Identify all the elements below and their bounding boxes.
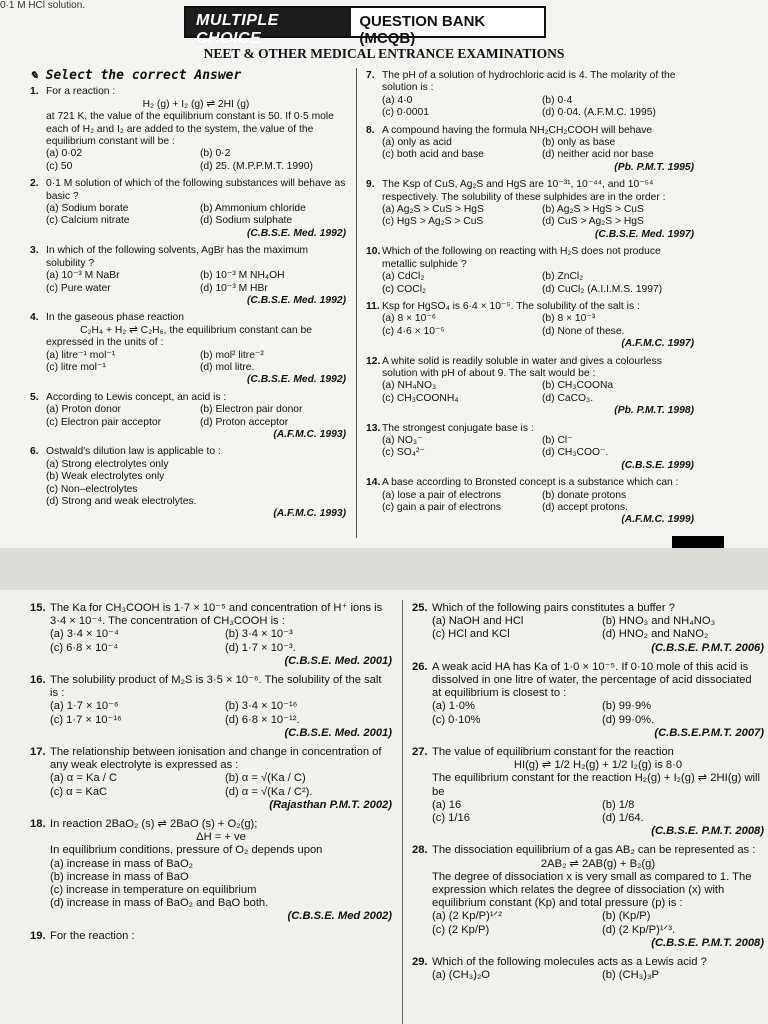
question-text: The strongest conjugate base is :	[382, 422, 534, 434]
question-12	[366, 356, 694, 418]
exam-source: (C.B.S.E. 1999)	[621, 459, 694, 471]
question-text: In reaction 2BaO₂ (s) ⇌ 2BaO (s) + O₂(g);	[50, 818, 258, 831]
question-number: 4.	[30, 312, 39, 324]
question-text: A compound having the formula NH₂CH₂COOH will behave	[382, 124, 653, 136]
question-10	[366, 246, 694, 296]
option: (b) 0·2	[200, 148, 231, 160]
option: (d) CuS > Ag₂S > HgS	[542, 216, 644, 228]
exam-source: (C.B.S.E. P.M.T. 2006)	[651, 641, 764, 654]
exam-source: (C.B.S.E. P.M.T. 2008)	[651, 936, 764, 949]
p2-right-column	[412, 602, 764, 988]
exam-source: (Pb. P.M.T. 1995)	[614, 161, 694, 173]
equation: C₂H₄ + H₂ ⇌ C₂H₆, the equilibrium constant can be	[80, 324, 312, 336]
question-2	[30, 178, 346, 240]
option: (b) (CH₃)₃P	[602, 969, 659, 982]
exam-source: (C.B.S.E. Med. 1992)	[247, 227, 346, 239]
question-text: Ksp for HgSO₄ is 6·4 × 10⁻⁵. The solubility of the salt is :	[382, 300, 640, 312]
option: (d) Proton acceptor	[200, 416, 289, 428]
option: (a) Sodium borate	[46, 203, 129, 215]
options	[382, 204, 694, 229]
option: (a) (CH₃)₂O	[432, 969, 490, 982]
question-text: For the reaction :	[50, 929, 135, 942]
exam-source: (A.F.M.C. 1999)	[621, 514, 694, 526]
option: (d) 1·7 × 10⁻³.	[225, 641, 296, 654]
option: (c) (2 Kp/P)	[432, 923, 490, 936]
option: (d) Strong and weak electrolytes.	[46, 496, 197, 507]
option: (c) α = KaC	[50, 785, 108, 798]
option: (d) neither acid nor base	[542, 149, 654, 161]
option: (b) Weak electrolytes only	[46, 471, 165, 483]
exam-source: (C.B.S.E. P.M.T. 2008)	[651, 825, 764, 838]
question-number: 15.	[30, 602, 46, 614]
options	[50, 772, 392, 798]
option: (a) 3·4 × 10⁻⁴	[50, 628, 119, 641]
question-29	[412, 956, 764, 982]
option: (a) 16	[432, 798, 462, 811]
option: (a) NO₃⁻	[382, 434, 423, 446]
option: (b) Electron pair donor	[200, 404, 303, 416]
column-divider-2	[402, 600, 403, 1024]
option: (d) Sodium sulphate	[200, 215, 293, 227]
option: (b) HNO₃ and NH₄NO₃	[602, 615, 716, 628]
exam-source: (A.F.M.C. 1997)	[621, 338, 694, 350]
question-5	[30, 392, 346, 442]
option: (c) litre mol⁻¹	[46, 361, 106, 373]
option: (c) 4·6 × 10⁻⁵	[382, 325, 445, 337]
option: (a) 0·02	[46, 148, 83, 160]
options	[382, 490, 694, 515]
options	[50, 700, 392, 726]
option: (c) gain a pair of electrons	[382, 502, 502, 513]
question-number: 9.	[366, 179, 375, 191]
option: (d) α = √(Ka / C²).	[225, 785, 313, 798]
exam-source: (C.B.S.E. Med. 2001)	[284, 726, 392, 739]
question-number: 8.	[366, 124, 375, 136]
option: (a) Proton donor	[46, 404, 121, 416]
page-gap	[0, 548, 768, 590]
option: (d) 10⁻³ M HBr	[200, 282, 268, 294]
equation: 2AB₂ ⇌ 2AB(g) + B₂(g)	[540, 857, 656, 870]
equation: HI(g) ⇌ 1/2 H₂(g) + 1/2 I₂(g) is 8·0	[513, 759, 683, 772]
option: (c) both acid and base	[382, 149, 484, 161]
option: (b) CH₃COONa	[542, 380, 614, 392]
option: (b) (Kp/P)	[602, 910, 651, 923]
question-number: 29.	[412, 956, 428, 969]
exam-source: (C.B.S.E. Med. 1992)	[247, 374, 346, 386]
banner-left: MULTIPLE CHOICE	[186, 8, 351, 36]
question-text: Which of the following on reacting with H₂S does not produce metallic sulphide ?	[382, 246, 661, 270]
question-25	[412, 602, 764, 655]
banner	[184, 6, 546, 47]
question-9	[366, 179, 694, 241]
question-text: The Ksp of CuS, Ag₂S and HgS are 10⁻³¹, 10⁻⁴⁴, and 10⁻⁵⁴ respectively. The solubility of these sulphides are in the order :	[382, 179, 666, 203]
exam-source: (A.F.M.C. 1993)	[273, 508, 346, 520]
question-number: 3.	[30, 245, 39, 257]
option: (a) 1·0%	[432, 700, 475, 713]
question-number: 1.	[30, 86, 39, 98]
question-number: 26.	[412, 660, 428, 673]
option: (d) HNO₂ and NaNO₂	[602, 628, 709, 641]
section-header: ✎ Select the correct Answer	[30, 68, 242, 83]
option: (b) Cl⁻	[542, 434, 573, 446]
exam-source: (Pb. P.M.T. 1998)	[614, 405, 694, 417]
exam-source: (C.B.S.E. Med. 2001)	[284, 654, 392, 667]
option: (c) Pure water	[46, 282, 111, 294]
options	[50, 628, 392, 654]
right-column	[366, 70, 694, 532]
question-text: A weak acid HA has Ka of 1·0 × 10⁻⁵. If 0·10 mole of this acid is dissolved in one litre of water, the percentage of acid dissociated at equilibrium is closest to :	[432, 660, 752, 700]
banner-right: QUESTION BANK (MCQB)	[351, 8, 544, 36]
option: (a) litre⁻¹ mol⁻¹	[46, 349, 116, 361]
option: (a) 8 × 10⁻⁶	[382, 313, 437, 325]
option: (a) 10⁻³ M NaBr	[46, 270, 120, 282]
question-17	[30, 746, 392, 812]
question-text-continued: In equilibrium conditions, pressure of O₂ depends upon	[50, 844, 323, 857]
option: (c) increase in temperature on equilibrium	[50, 884, 257, 897]
options	[46, 350, 346, 375]
question-16	[30, 674, 392, 740]
question-text: The solubility product of M₂S is 3·5 × 10⁻⁶. The solubility of the salt is :	[50, 674, 382, 700]
option: (a) Strong electrolytes only	[46, 458, 169, 470]
option: (c) 50	[46, 160, 73, 172]
option: (a) lose a pair of electrons	[382, 489, 502, 501]
question-text: In the gaseous phase reaction	[46, 312, 184, 324]
redaction-bar	[672, 536, 724, 548]
option: (d) 25. (M.P.P.M.T. 1990)	[200, 160, 313, 172]
question-text: A white solid is readily soluble in water and gives a colourless solution with pH of about 9. The salt would be :	[382, 355, 662, 379]
question-number: 10.	[366, 246, 381, 258]
question-26	[412, 661, 764, 740]
options	[432, 700, 764, 726]
question-number: 7.	[366, 70, 375, 81]
question-text: The value of equilibrium constant for the reaction	[432, 746, 674, 759]
option: (b) mol² litre⁻²	[200, 349, 264, 361]
question-number: 11.	[366, 300, 380, 312]
option: (d) increase in mass of BaO₂ and BaO both.	[50, 897, 269, 910]
options	[382, 435, 694, 460]
question-number: 5.	[30, 391, 39, 403]
option: (a) CdCl₂	[382, 271, 425, 283]
option: (b) Ag₂S > HgS > CuS	[542, 204, 644, 216]
option: (b) 1/8	[602, 798, 635, 811]
option: (b) 3·4 × 10⁻¹⁶	[225, 700, 298, 713]
option: (d) mol litre.	[200, 361, 255, 373]
option: (d) 6·8 × 10⁻¹².	[225, 713, 300, 726]
question-8	[366, 125, 694, 175]
options	[382, 95, 694, 120]
option: (a) Ag₂S > CuS > HgS	[382, 204, 484, 216]
question-6	[30, 446, 346, 520]
option: (b) 8 × 10⁻³	[542, 313, 596, 325]
option: (a) α = Ka / C	[50, 772, 118, 785]
option: (a) only as acid	[382, 137, 452, 149]
option: (d) (2 Kp/P)¹ᐟ³.	[602, 923, 676, 936]
question-text: Which of the following molecules acts as a Lewis acid ?	[432, 956, 707, 969]
options	[432, 615, 764, 641]
top-fragment: 0·1 M HCl solution.	[0, 0, 86, 11]
question-13	[366, 423, 694, 473]
equation: ΔH = + ve	[196, 831, 246, 844]
question-3	[30, 245, 346, 307]
options	[432, 799, 764, 825]
question-text: Ostwald's dilution law is applicable to :	[46, 446, 221, 458]
question-number: 18.	[30, 818, 46, 831]
exam-source: (C.B.S.E. Med. 1997)	[595, 228, 694, 240]
exam-source: (Rajasthan P.M.T. 2002)	[269, 798, 392, 811]
option: (c) HgS > Ag₂S > CuS	[382, 216, 484, 228]
question-number: 16.	[30, 674, 46, 687]
option: (c) 0·0001	[382, 107, 429, 119]
question-11	[366, 301, 694, 351]
question-number: 6.	[30, 446, 39, 458]
option: (c) 0·10%	[432, 713, 481, 726]
option: (a) (2 Kp/P)¹ᐟ²	[432, 910, 503, 923]
option: (b) only as base	[542, 137, 616, 149]
question-text: 0·1 M solution of which of the following substances will behave as basic ?	[46, 178, 346, 202]
question-text: The dissociation equilibrium of a gas AB₂ can be represented as :	[432, 844, 756, 857]
question-27	[412, 746, 764, 838]
options	[432, 969, 764, 982]
question-15	[30, 602, 392, 668]
options	[46, 148, 346, 173]
option: (c) Calcium nitrate	[46, 215, 130, 227]
option: (c) 1·7 × 10⁻¹⁶	[50, 713, 122, 726]
option: (a) NaOH and HCl	[432, 615, 524, 628]
options	[432, 910, 764, 936]
option: (c) HCl and KCl	[432, 628, 510, 641]
option: (b) 10⁻³ M NH₄OH	[200, 270, 285, 282]
question-18	[30, 818, 392, 924]
option: (b) 99·9%	[602, 700, 652, 713]
question-text-continued: expressed in the units of :	[46, 337, 164, 349]
option: (b) ZnCl₂	[542, 271, 584, 283]
question-number: 14.	[366, 477, 381, 489]
option: (c) Non–electrolytes	[46, 483, 138, 495]
option: (a) increase in mass of BaO₂	[50, 857, 193, 870]
option: (b) increase in mass of BaO	[50, 870, 189, 883]
option: (d) None of these.	[542, 325, 625, 337]
question-number: 2.	[30, 178, 39, 190]
question-text: The Ka for CH₃COOH is 1·7 × 10⁻⁵ and concentration of H⁺ ions is 3·4 × 10⁻⁴. The concentration of CH₃COOH is :	[50, 602, 383, 628]
question-1	[30, 86, 346, 173]
equation: H₂ (g) + I₂ (g) ⇌ 2HI (g)	[142, 98, 250, 110]
option: (c) 6·8 × 10⁻⁴	[50, 641, 119, 654]
option: (a) 4·0	[382, 94, 413, 106]
question-text-continued: The equilibrium constant for the reaction H₂(g) + I₂(g) ⇌ 2HI(g) will be	[432, 772, 761, 798]
options	[46, 404, 346, 429]
question-text-continued: at 721 K, the value of the equilibrium constant is 50. If 0·5 mole each of H₂ and I₂ are added to the system, the value of the equilibrium constant will be :	[46, 111, 334, 148]
options	[382, 271, 694, 296]
question-19	[30, 930, 392, 943]
options	[382, 137, 694, 162]
question-7	[366, 70, 694, 120]
options	[46, 270, 346, 295]
question-28	[412, 844, 764, 950]
option: (b) Ammonium chloride	[200, 203, 306, 215]
question-number: 28.	[412, 844, 428, 857]
exam-source: (C.B.S.E. Med. 1992)	[247, 294, 346, 306]
option: (d) 0·04. (A.F.M.C. 1995)	[542, 107, 656, 119]
question-number: 19.	[30, 929, 46, 942]
option: (b) α = √(Ka / C)	[225, 772, 306, 785]
subtitle: NEET & OTHER MEDICAL ENTRANCE EXAMINATIONS	[203, 46, 565, 61]
option: (c) SO₄²⁻	[382, 447, 425, 459]
question-text: In which of the following solvents, AgBr has the maximum solubility ?	[46, 245, 309, 269]
option: (c) CH₃COONH₄	[382, 392, 459, 404]
options	[382, 313, 694, 338]
question-text: For a reaction :	[46, 86, 116, 98]
option: (a) 1·7 × 10⁻⁶	[50, 700, 119, 713]
question-number: 25.	[412, 602, 428, 614]
option: (c) COCl₂	[382, 283, 427, 295]
question-text: The relationship between ionisation and change in concentration of any weak electrolyte is expressed as :	[50, 746, 382, 772]
question-14	[366, 477, 694, 527]
question-number: 27.	[412, 746, 428, 759]
column-divider	[356, 68, 357, 538]
option: (d) 1/64.	[602, 812, 644, 825]
left-column	[30, 70, 346, 526]
section-header-text: Select the correct Answer	[45, 68, 242, 83]
exam-source: (A.F.M.C. 1993)	[273, 428, 346, 440]
question-4	[30, 312, 346, 386]
options	[46, 203, 346, 228]
option: (d) CaCO₃.	[542, 392, 594, 404]
question-number: 13.	[366, 422, 381, 434]
question-number: 12.	[366, 355, 381, 367]
question-number: 17.	[30, 746, 46, 759]
question-text: According to Lewis concept, an acid is :	[46, 391, 227, 403]
option: (c) Electron pair acceptor	[46, 416, 162, 428]
option: (d) CH₃COO⁻.	[542, 447, 609, 459]
option: (c) 1/16	[432, 812, 470, 825]
option: (b) donate protons	[542, 489, 627, 501]
question-text: A base according to Bronsted concept is a substance which can :	[382, 477, 679, 489]
question-text: The pH of a solution of hydrochloric acid is 4. The molarity of the solution is :	[382, 70, 676, 94]
option: (d) CuCl₂ (A.I.I.M.S. 1997)	[542, 283, 663, 295]
exam-source: (C.B.S.E.P.M.T. 2007)	[654, 726, 764, 739]
option: (d) accept protons.	[542, 502, 628, 513]
question-text: Which of the following pairs constitutes a buffer ?	[432, 602, 675, 614]
exam-source: (C.B.S.E. Med 2002)	[287, 910, 392, 923]
p2-left-column	[30, 602, 392, 949]
option: (b) 0·4	[542, 94, 573, 106]
option: (d) 99·0%.	[602, 713, 655, 726]
question-text-continued: The degree of dissociation x is very small as compared to 1. The expression which relates the degree of dissociation (x) with equilibrium constant (Kp) and total pressure (p) is :	[432, 870, 752, 910]
options	[382, 380, 694, 405]
option: (b) 3·4 × 10⁻³	[225, 628, 293, 641]
option: (a) NH₄NO₃	[382, 380, 437, 392]
